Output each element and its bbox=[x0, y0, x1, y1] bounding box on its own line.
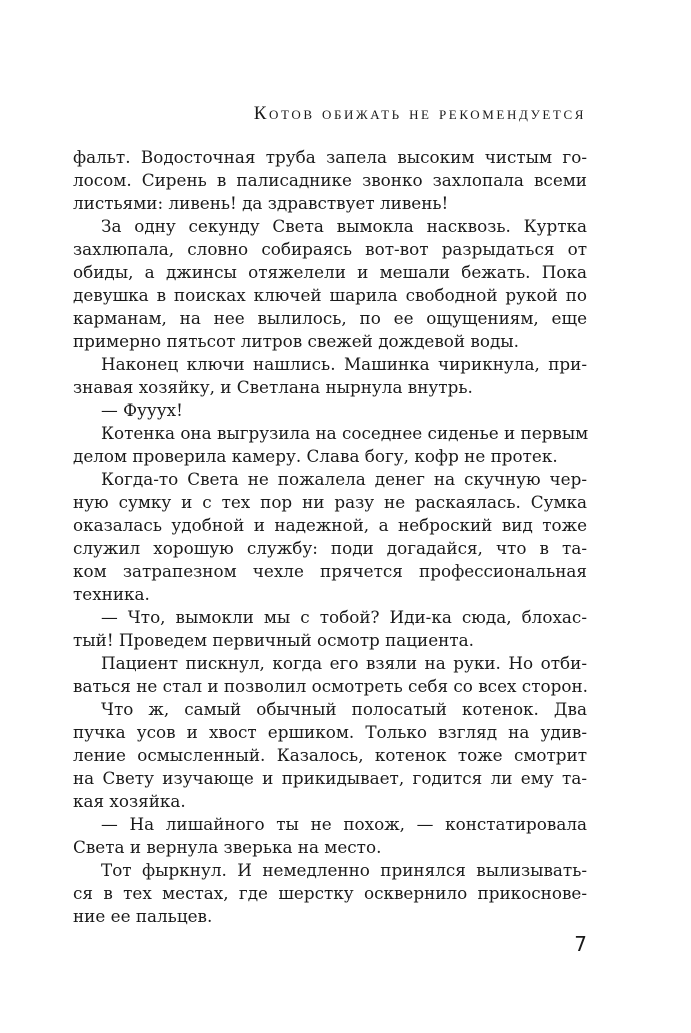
text-line: обиды, а джинсы отяжелели и мешали бежать. Пока bbox=[73, 262, 587, 282]
text-line: захлюпала, словно собираясь вот-вот разрыдаться от bbox=[73, 239, 587, 259]
text-line: За одну секунду Света вымокла насквозь. Куртка bbox=[101, 216, 587, 236]
text-line: лосом. Сирень в палисаднике звонко захлопала всеми bbox=[73, 170, 587, 190]
text-line: ся в тех местах, где шерстку осквернило прикоснове- bbox=[73, 883, 587, 903]
text-line: Котенка она выгрузила на соседнее сиденье и первым bbox=[101, 423, 589, 443]
text-line: — Фууух! bbox=[101, 400, 183, 420]
text-line: кая хозяйка. bbox=[73, 791, 186, 811]
text-line: пучка усов и хвост ершиком. Только взгляд на удив- bbox=[73, 722, 587, 742]
text-line: — Что, вымокли мы с тобой? Иди-ка сюда, блохас- bbox=[101, 607, 587, 627]
text-line: листьями: ливень! да здравствует ливень! bbox=[73, 193, 449, 213]
text-line: ваться не стал и позволил осмотреть себя со всех сторон. bbox=[73, 676, 588, 696]
text-line: Что ж, самый обычный полосатый котенок. Два bbox=[101, 699, 587, 719]
body-text bbox=[73, 146, 587, 928]
text-line: Наконец ключи нашлись. Машинка чирикнула, при- bbox=[101, 354, 587, 374]
text-line: ление осмысленный. Казалось, котенок тоже смотрит bbox=[73, 745, 587, 765]
running-header: Котов обижать не рекомендуется bbox=[253, 103, 586, 124]
text-line: Когда-то Света не пожалела денег на скучную чер- bbox=[101, 469, 587, 489]
text-line: Света и вернула зверька на место. bbox=[73, 837, 382, 857]
text-line: — На лишайного ты не похож, — констатировала bbox=[101, 814, 587, 834]
text-line: делом проверила камеру. Слава богу, кофр не протек. bbox=[73, 446, 558, 466]
text-line: знавая хозяйку, и Светлана нырнула внутрь. bbox=[73, 377, 473, 397]
text-line: техника. bbox=[73, 584, 150, 604]
text-line: на Свету изучающе и прикидывает, годится ли ему та- bbox=[73, 768, 587, 788]
page-number: 7 bbox=[574, 932, 587, 956]
text-line: Тот фыркнул. И немедленно принялся вылизывать- bbox=[101, 860, 587, 880]
text-line: оказалась удобной и надежной, а неброский вид тоже bbox=[73, 515, 587, 535]
text-line: ную сумку и с тех пор ни разу не раскаялась. Сумка bbox=[73, 492, 587, 512]
text-line: Пациент пискнул, когда его взяли на руки. Но отби- bbox=[101, 653, 587, 673]
text-line: карманам, на нее вылилось, по ее ощущениям, еще bbox=[73, 308, 587, 328]
text-line: тый! Проведем первичный осмотр пациента. bbox=[73, 630, 474, 650]
text-line: ком затрапезном чехле прячется профессиональная bbox=[73, 561, 587, 581]
text-line: служил хорошую службу: поди догадайся, что в та- bbox=[73, 538, 587, 558]
text-line: ние ее пальцев. bbox=[73, 906, 213, 926]
text-line: примерно пятьсот литров свежей дождевой воды. bbox=[73, 331, 519, 351]
text-line: девушка в поисках ключей шарила свободной рукой по bbox=[73, 285, 587, 305]
text-line: фальт. Водосточная труба запела высоким чистым го- bbox=[73, 147, 587, 167]
